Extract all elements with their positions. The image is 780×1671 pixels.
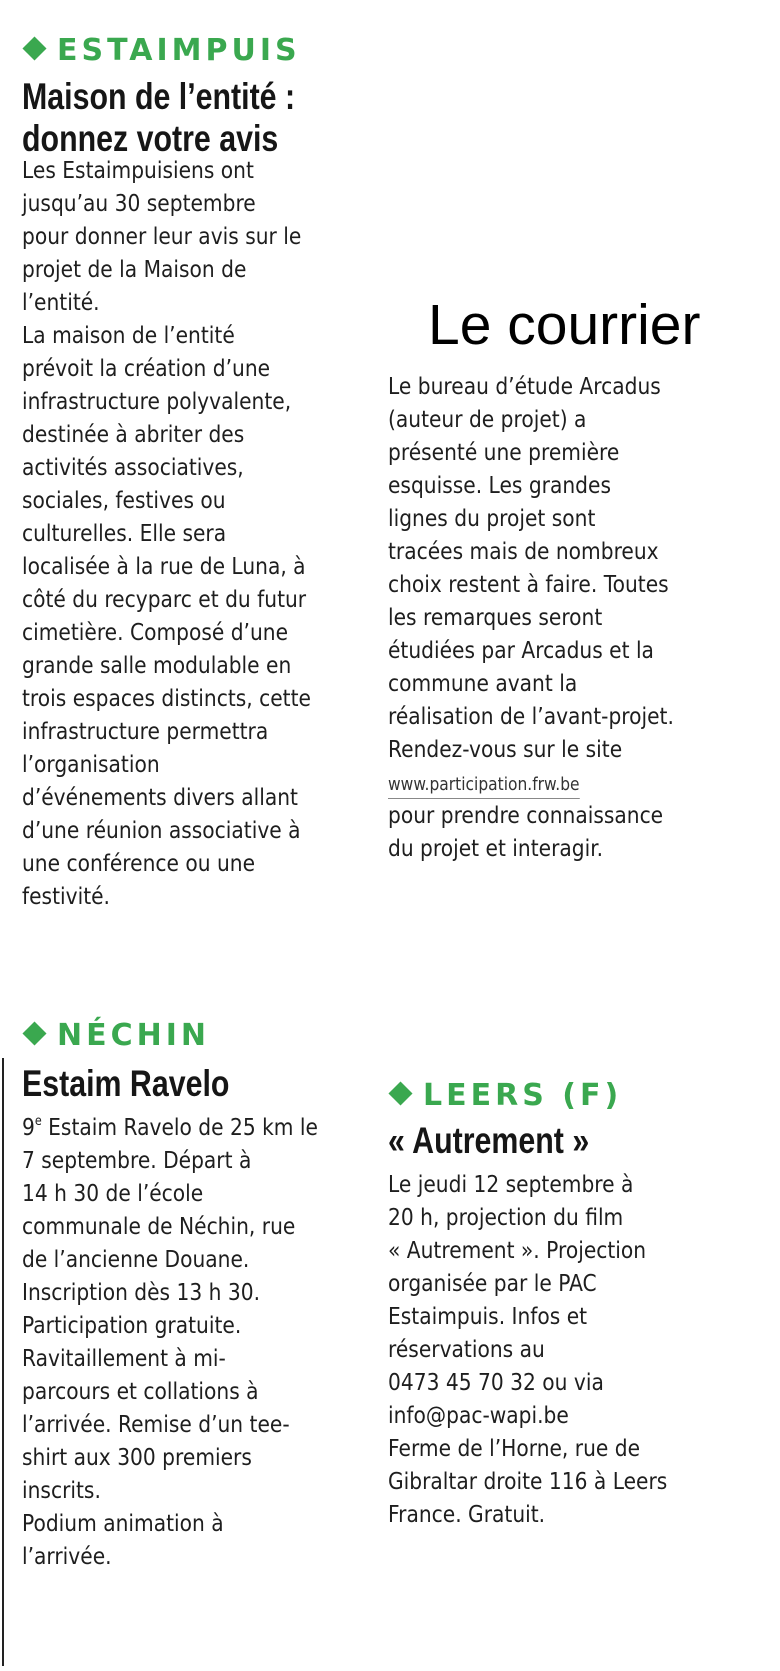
- body-line: l’arrivée.: [22, 1542, 112, 1570]
- article-body-nechin: [22, 1111, 318, 1573]
- body-line: Rendez-vous sur le site: [388, 735, 623, 763]
- body-line: pour prendre connaissance: [388, 801, 664, 829]
- body-line: réservations au: [388, 1335, 545, 1363]
- body-line: « Autrement ». Projection: [388, 1236, 647, 1264]
- body-line: prévoit la création d’une: [22, 354, 271, 382]
- article-headline-leers: « Autrement »: [388, 1120, 590, 1161]
- body-line: trois espaces distincts, cette: [22, 684, 311, 712]
- link-line: [388, 766, 674, 799]
- body-line: organisée par le PAC: [388, 1269, 597, 1297]
- body-line: 14 h 30 de l’école: [22, 1179, 204, 1207]
- headline-line-1: Maison de l’entité :: [22, 76, 296, 117]
- diamond-bullet-icon: [22, 1021, 46, 1045]
- body-line: tracées mais de nombreux: [388, 537, 659, 565]
- article-headline-estaimpuis: [22, 76, 295, 160]
- body-line: commune avant la: [388, 669, 578, 697]
- body-line: infrastructure polyvalente,: [22, 387, 292, 415]
- body-line: France. Gratuit.: [388, 1500, 546, 1528]
- body-line: shirt aux 300 premiers: [22, 1443, 252, 1471]
- body-line: Le bureau d’étude Arcadus: [388, 372, 661, 400]
- body-line: inscrits.: [22, 1476, 101, 1504]
- body-line: [22, 1111, 318, 1144]
- section-kicker-estaimpuis: [22, 33, 301, 69]
- column-divider: [2, 1058, 4, 1666]
- body-line: Gibraltar droite 116 à Leers: [388, 1467, 668, 1495]
- body-line: activités associatives,: [22, 453, 244, 481]
- ordinal-number: 9: [22, 1113, 35, 1141]
- body-line: Inscription dès 13 h 30.: [22, 1278, 261, 1306]
- section-kicker-nechin: [22, 1018, 210, 1054]
- body-line: une conférence ou une: [22, 849, 256, 877]
- nechin-lines: [22, 1144, 318, 1573]
- body-line: Estaimpuis. Infos et: [388, 1302, 588, 1330]
- kicker-text: NÉCHIN: [57, 1018, 210, 1053]
- body-line: projet de la Maison de: [22, 255, 247, 283]
- body-line: grande salle modulable en: [22, 651, 292, 679]
- body-line: d’événements divers allant: [22, 783, 298, 811]
- body-line: esquisse. Les grandes: [388, 471, 611, 499]
- website-link[interactable]: www.participation.frw.be: [388, 774, 580, 799]
- first-line-rest: Estaim Ravelo de 25 km le: [41, 1113, 318, 1141]
- body-line: choix restent à faire. Toutes: [388, 570, 669, 598]
- body-line: La maison de l’entité: [22, 321, 235, 349]
- body-line: jusqu’au 30 septembre: [22, 189, 256, 217]
- body-line: Ferme de l’Horne, rue de: [388, 1434, 641, 1462]
- body-line: pour donner leur avis sur le: [22, 222, 302, 250]
- diamond-bullet-icon: [388, 1081, 412, 1105]
- body-line: lignes du projet sont: [388, 504, 596, 532]
- body-line: les remarques seront: [388, 603, 603, 631]
- diamond-bullet-icon: [22, 36, 46, 60]
- body-line: étudiées par Arcadus et la: [388, 636, 654, 664]
- body-line: côté du recyparc et du futur: [22, 585, 307, 613]
- headline-line-2: donnez votre avis: [22, 118, 279, 159]
- body-line: localisée à la rue de Luna, à: [22, 552, 306, 580]
- body-line: d’une réunion associative à: [22, 816, 301, 844]
- body-line: cimetière. Composé d’une: [22, 618, 289, 646]
- col2-tail-lines: [388, 799, 674, 865]
- body-line: de l’ancienne Douane.: [22, 1245, 250, 1273]
- ordinal-suffix: e: [34, 1114, 42, 1129]
- kicker-text: LEERS (F): [423, 1078, 623, 1113]
- body-line: 20 h, projection du film: [388, 1203, 624, 1231]
- col2-lines: [388, 370, 674, 766]
- body-line: festivité.: [22, 882, 110, 910]
- body-line: l’entité.: [22, 288, 100, 316]
- body-line: Participation gratuite.: [22, 1311, 242, 1339]
- body-line: Le jeudi 12 septembre à: [388, 1170, 634, 1198]
- kicker-text: ESTAIMPUIS: [57, 33, 301, 68]
- body-line: infrastructure permettra: [22, 717, 269, 745]
- body-line: l’arrivée. Remise d’un tee-: [22, 1410, 290, 1438]
- section-kicker-leers: [388, 1078, 622, 1114]
- body-line: Ravitaillement à mi-: [22, 1344, 226, 1372]
- body-line: sociales, festives ou: [22, 486, 226, 514]
- body-line: 0473 45 70 32 ou via: [388, 1368, 604, 1396]
- body-line: Les Estaimpuisiens ont: [22, 156, 254, 184]
- article-headline-nechin: Estaim Ravelo: [22, 1063, 230, 1104]
- body-line: parcours et collations à: [22, 1377, 259, 1405]
- body-line: 7 septembre. Départ à: [22, 1146, 252, 1174]
- body-line: culturelles. Elle sera: [22, 519, 227, 547]
- body-line: réalisation de l’avant-projet.: [388, 702, 674, 730]
- article-body-estaimpuis-col2: [388, 370, 674, 865]
- body-line: du projet et interagir.: [388, 834, 604, 862]
- article-body-leers: [388, 1168, 667, 1531]
- body-line: (auteur de projet) a: [388, 405, 587, 433]
- body-line: Podium animation à: [22, 1509, 224, 1537]
- body-line: présenté une première: [388, 438, 620, 466]
- body-line: destinée à abriter des: [22, 420, 245, 448]
- article-body-estaimpuis-col1: [22, 154, 311, 913]
- watermark-text: Le courrier: [428, 293, 701, 357]
- body-line: l’organisation: [22, 750, 160, 778]
- body-line: info@pac-wapi.be: [388, 1401, 569, 1429]
- body-line: communale de Néchin, rue: [22, 1212, 296, 1240]
